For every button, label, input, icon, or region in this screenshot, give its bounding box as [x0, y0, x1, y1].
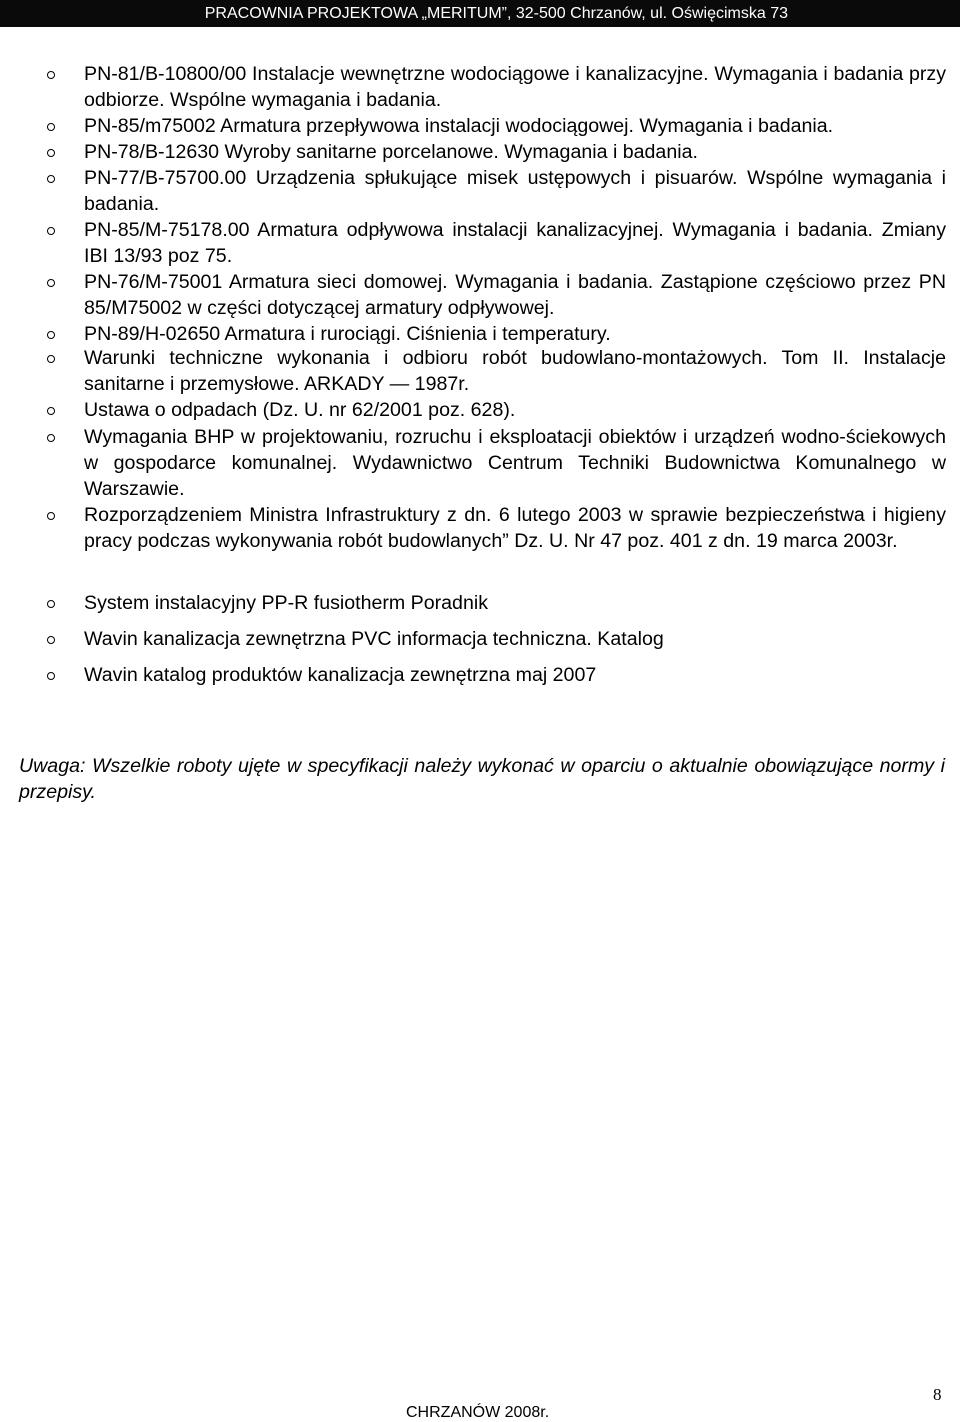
bullet-icon [47, 600, 55, 608]
list-item-text: Wavin kanalizacja zewnętrzna PVC informacja techniczna. Katalog [84, 628, 664, 650]
list-item [84, 218, 946, 270]
list-item [84, 346, 946, 398]
list-item [84, 166, 946, 218]
list-item [84, 425, 946, 503]
list-item-text: Rozporządzeniem Ministra Infrastruktury z dn. 6 lutego 2003 w sprawie bezpieczeństwa i higieny pracy podczas wykonywania robót budowlanych” Dz. U. Nr 47 poz. 401 z dn. 19 marca 2003r. [84, 504, 946, 552]
bullet-icon [47, 331, 55, 339]
list-item [84, 663, 946, 689]
list-item-text: PN-85/M-75178.00 Armatura odpływowa instalacji kanalizacyjnej. Wymagania i badania. Zmiany IBI 13/93 poz 75. [84, 219, 946, 267]
list-item-text: PN-77/B-75700.00 Urządzenia spłukujące misek ustępowych i pisuarów. Wspólne wymagania i badania. [84, 167, 946, 215]
list-item-text: Ustawa o odpadach (Dz. U. nr 62/2001 poz. 628). [84, 399, 516, 421]
list-item-text: Wymagania BHP w projektowaniu, rozruchu i eksploatacji obiektów i urządzeń wodno-ściekowych w gospodarce komunalnej. Wydawnictwo Centrum Techniki Budownictwa Komunalnego w Warszawie. [84, 426, 946, 500]
bullet-icon [47, 227, 55, 235]
page-number: 8 [933, 1385, 942, 1404]
list-item [84, 270, 946, 322]
list-item [84, 114, 946, 140]
page-header [0, 0, 960, 27]
bullet-icon [47, 512, 55, 520]
list-item-text: PN-89/H-02650 Armatura i rurociągi. Ciśnienia i temperatury. [84, 323, 611, 345]
list-item-text: PN-85/m75002 Armatura przepływowa instalacji wodociągowej. Wymagania i badania. [84, 115, 834, 137]
note-paragraph: Uwaga: Wszelkie roboty ujęte w specyfikacji należy wykonać w oparciu o aktualnie obowiązujące normy i przepisy. [19, 755, 945, 803]
header-text: PRACOWNIA PROJEKTOWA „MERITUM”, 32-500 Chrzanów, ul. Oświęcimska 73 [204, 5, 788, 22]
list-item [84, 503, 946, 555]
list-item-text: PN-78/B-12630 Wyroby sanitarne porcelanowe. Wymagania i badania. [84, 141, 698, 163]
bullet-icon [47, 149, 55, 157]
list-item-text: System instalacyjny PP-R fusiotherm Poradnik [84, 592, 488, 614]
list-item [84, 398, 946, 424]
list-item [84, 140, 946, 166]
list-item-text: Wavin katalog produktów kanalizacja zewnętrzna maj 2007 [84, 664, 597, 686]
list-item [84, 322, 946, 348]
list-item-text: PN-81/B-10800/00 Instalacje wewnętrzne wodociągowe i kanalizacyjne. Wymagania i badania przy odbiorze. Wspólne wymagania i badania. [84, 63, 946, 111]
bullet-icon [47, 434, 55, 442]
list-item [84, 591, 946, 617]
bullet-icon [47, 355, 55, 363]
bullet-icon [47, 672, 55, 680]
list-item [84, 627, 946, 653]
bullet-icon [47, 123, 55, 131]
list-item-text: Warunki techniczne wykonania i odbioru robót budowlano-montażowych. Tom II. Instalacje sanitarne i przemysłowe. ARKADY — 1987r. [84, 347, 946, 395]
bullet-icon [47, 175, 55, 183]
bullet-icon [47, 407, 55, 415]
bullet-icon [47, 279, 55, 287]
bullet-icon [47, 636, 55, 644]
bullet-icon [47, 71, 55, 79]
list-item-text: PN-76/M-75001 Armatura sieci domowej. Wymagania i badania. Zastąpione częściowo przez PN 85/M75002 w części dotyczącej armatury odpływowej. [84, 271, 946, 319]
list-item [84, 62, 946, 114]
page-footer: CHRZANÓW 2008r. [406, 1404, 550, 1421]
